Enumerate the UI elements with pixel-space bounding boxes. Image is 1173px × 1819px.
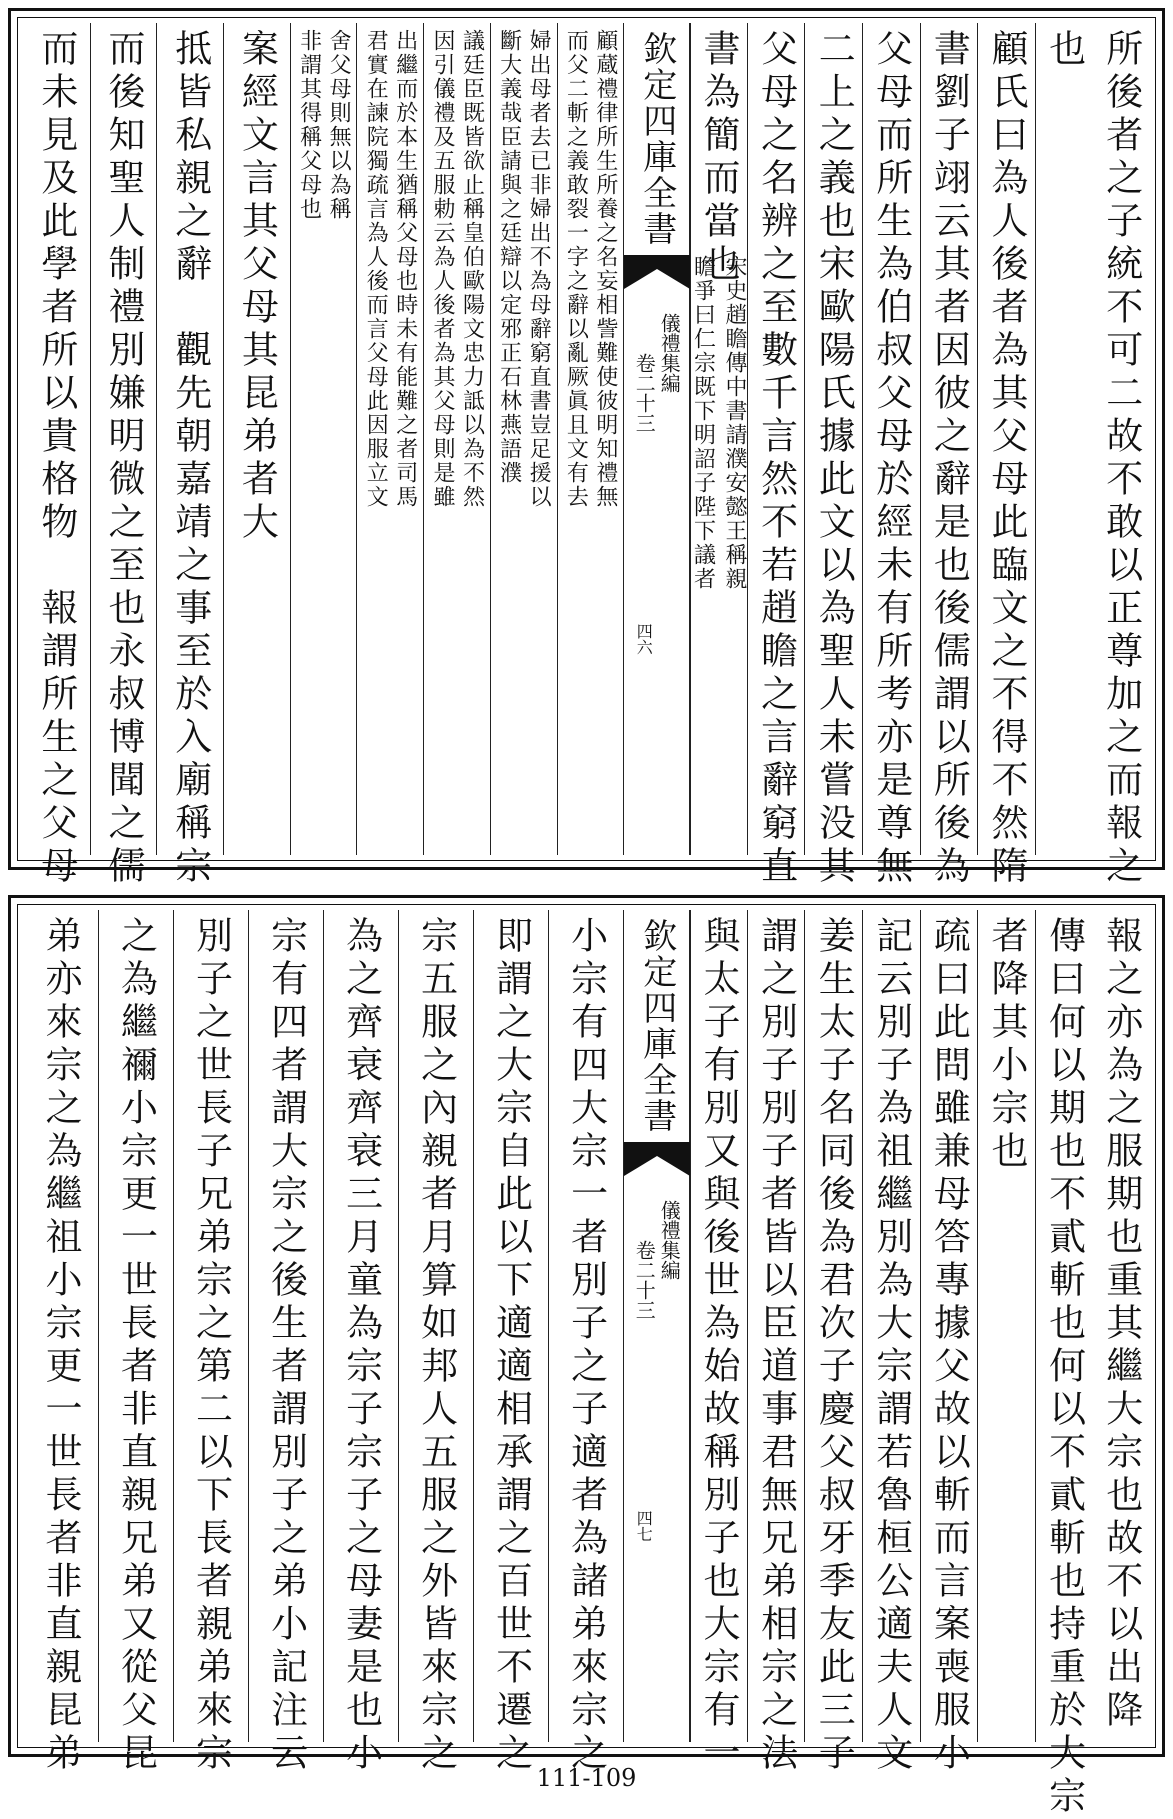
- text-column: [920, 910, 978, 1776]
- center-fold-column: [623, 23, 691, 855]
- commentary-double-line: [558, 23, 624, 855]
- text-column: [920, 23, 978, 889]
- text-column: [747, 23, 805, 889]
- text-column: [977, 910, 1035, 1742]
- book-title: 欽定四庫全書: [636, 31, 677, 247]
- text-column: [98, 910, 173, 1776]
- text-column: [90, 23, 157, 889]
- annotation-line: 瞻爭曰仁宗既下明詔子陛下議者: [690, 255, 716, 591]
- column-text: 姜生太子名同後為君次子慶父叔牙季友此三子: [812, 916, 856, 1776]
- annotation-line: 宋史趙瞻傳中書請濮安懿王稱親: [721, 255, 747, 591]
- column-text: 案經文言其父母其昆弟者大: [235, 29, 279, 545]
- column-text: 者降其小宗也: [984, 916, 1028, 1174]
- text-column: [862, 23, 920, 889]
- text-column: [356, 23, 423, 855]
- column-text: 報之亦為之服期也重其繼大宗也故不以出降: [1099, 916, 1143, 1733]
- book-name: 儀禮集編: [657, 1200, 682, 1280]
- column-text: 小宗有四大宗一者別子之子適者為諸弟來宗之: [564, 916, 608, 1776]
- commentary-line: 斷大義哉臣請與之廷辯以定邪正石林燕語濮: [496, 29, 522, 485]
- text-column: [689, 23, 747, 855]
- column-text: 謂之別子別子者皆以臣道事君無兄弟相宗之法: [754, 916, 798, 1776]
- text-column: [290, 23, 357, 855]
- text-column: [548, 910, 623, 1776]
- text-column: [689, 910, 747, 1776]
- fishtail-mark: [624, 255, 690, 289]
- commentary-line: 出繼而於本生猶稱父母也時未有能難之者司馬: [392, 29, 418, 509]
- text-column: [248, 910, 323, 1776]
- column-text: 書為簡而當也: [696, 29, 740, 287]
- text-column: [804, 23, 862, 889]
- page-number-footer: 111-109: [536, 1764, 637, 1792]
- text-column: [223, 23, 290, 855]
- text-column: [747, 910, 805, 1776]
- commentary-line: 顧蔵禮律所生所養之名妄相訾難使彼明知禮無: [592, 29, 618, 509]
- column-text: 與太子有別又與後世為始故稱別子也大宗有一: [696, 916, 740, 1776]
- commentary-double-line: [424, 23, 490, 855]
- text-column: [1092, 910, 1150, 1742]
- book-title: 欽定四庫全書: [636, 918, 677, 1134]
- column-text: 宗有四者謂大宗之後生者謂別子之弟小記注云: [264, 916, 308, 1776]
- column-text: 為之齊衰齊衰三月童為宗子宗子之母妻是也小: [339, 916, 383, 1776]
- column-text: 抵皆私親之辭 觀先朝嘉靖之事至於入廟稱宗: [168, 29, 212, 889]
- column-text: 而後知聖人制禮別嫌明微之至也永叔博聞之儒: [102, 29, 146, 889]
- column-text: 父母而所生為伯叔父母於經未有所考亦是尊無: [869, 29, 913, 889]
- column-text: 宗五服之內親者月算如邦人五服之外皆來宗之: [414, 916, 458, 1776]
- column-text: 所後者之子統不可二故不敢以正尊加之而報之: [1099, 29, 1143, 889]
- text-column: [423, 23, 490, 855]
- commentary-line: 因引儀禮及五服勅云為人後者為其父母則是雖: [429, 29, 455, 509]
- column-text: 記云別子為祖繼別為大宗謂若魯桓公適夫人文: [869, 916, 913, 1776]
- page-upper: [8, 8, 1165, 889]
- column-text: 疏曰此問雖兼母答專據父故以斬而言案喪服小: [927, 916, 971, 1776]
- text-column: [23, 910, 98, 1776]
- column-text: 顧氏曰為人後者為其父母此臨文之不得不然隋: [984, 29, 1028, 889]
- text-column: [156, 23, 223, 889]
- center-fold-column: [623, 910, 691, 1742]
- column-text: 而未見及此學者所以貴格物 報謂所生之父母: [34, 29, 78, 889]
- column-text: 弟亦來宗之為繼祖小宗更一世長者非直親昆弟: [39, 916, 82, 1776]
- volume-label: 卷二十三: [632, 1240, 657, 1320]
- text-column: [23, 23, 90, 889]
- volume-label: 卷二十三: [632, 353, 657, 433]
- text-column: [1035, 23, 1093, 855]
- upper-text-block: [23, 23, 1150, 889]
- text-column: [173, 910, 248, 1776]
- text-column: [977, 23, 1035, 889]
- text-column: [1035, 910, 1093, 1819]
- column-text: 二上之義也宋歐陽氏據此文以為聖人未嘗没其: [812, 29, 856, 889]
- text-column: [473, 910, 548, 1776]
- column-text: 之為繼禰小宗更一世長者非直親兄弟又從父昆: [114, 916, 158, 1776]
- text-column: [1092, 23, 1150, 889]
- commentary-double-line: [357, 23, 423, 855]
- annotation-note: [690, 255, 747, 815]
- text-column: [862, 910, 920, 1776]
- leaf-number: 四六: [634, 623, 654, 655]
- fishtail-mark: [624, 1142, 690, 1176]
- column-text: 即謂之大宗自此以下適適相承謂之百世不遷之: [489, 916, 533, 1776]
- text-column: [557, 23, 624, 855]
- column-text: 父母之名辨之至數千言然不若趙瞻之言辭窮直: [754, 29, 798, 889]
- commentary-line: 議廷臣既皆欲止稱皇伯歐陽文忠力詆以為不然: [459, 29, 485, 509]
- commentary-double-line: [291, 23, 357, 855]
- commentary-line: 君實在諫院獨疏言為人後而言父母此因服立文: [363, 29, 389, 509]
- text-column: [804, 910, 862, 1776]
- commentary-line: 舍父母則無以為稱: [326, 29, 352, 221]
- column-text: 別子之世長子兄弟宗之第二以下長者親弟來宗: [189, 916, 233, 1776]
- commentary-line: 婦出母者去已非婦出不為母辭窮直書豈足援以: [526, 29, 552, 509]
- book-name: 儀禮集編: [657, 313, 682, 393]
- text-column: [490, 23, 557, 855]
- commentary-line: 而父二斬之義敢裂一字之辭以亂厥眞且文有去: [563, 29, 589, 509]
- column-text: 傳曰何以期也不貳斬也何以不貳斬也持重於大宗: [1042, 916, 1086, 1819]
- commentary-line: 非謂其得稱父母也: [296, 29, 322, 221]
- column-text: 也: [1042, 29, 1086, 72]
- text-column: [323, 910, 398, 1776]
- commentary-double-line: [491, 23, 557, 855]
- text-column: [398, 910, 473, 1776]
- leaf-number: 四七: [634, 1510, 654, 1542]
- column-text: 書劉子翊云其者因彼之辭是也後儒謂以所後為: [927, 29, 971, 889]
